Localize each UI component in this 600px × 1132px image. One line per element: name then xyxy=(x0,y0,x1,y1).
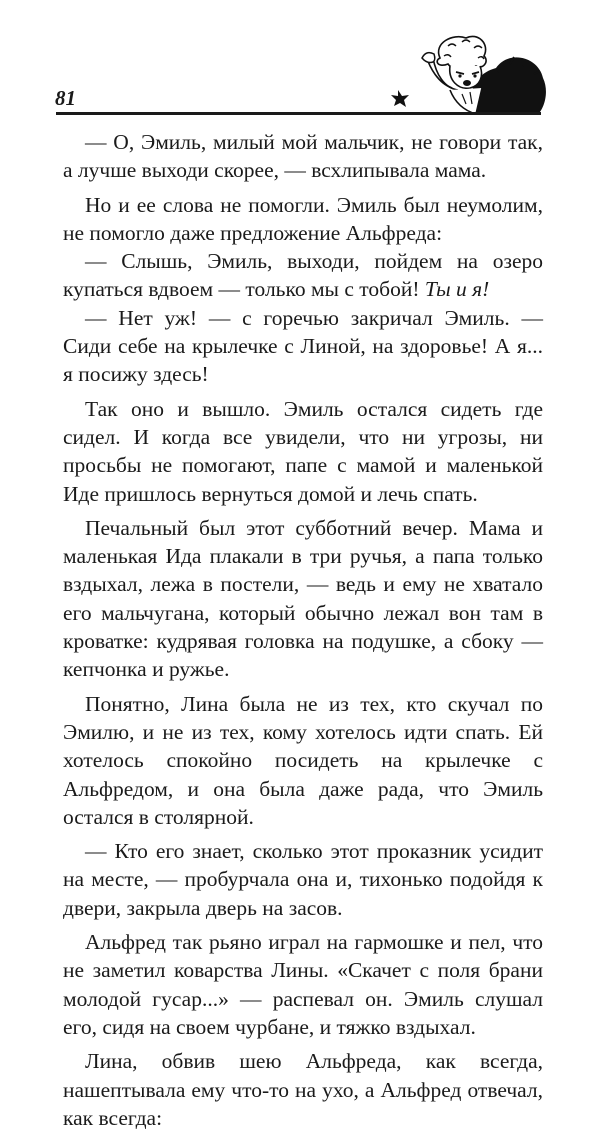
paragraph: Так оно и вышло. Эмиль остался сидеть где сидел. И когда все увидели, что ни угрозы, ни просьбы не помогают, папе с мамой и маленькой Иде пришлось вернуться домой и лечь спать. xyxy=(63,396,543,506)
emphasized-text: Ты и я! xyxy=(424,277,490,302)
body-text xyxy=(63,128,543,1132)
paragraph: Но и ее слова не помогли. Эмиль был неумолим, не помогло даже предложение Альфреда: xyxy=(63,192,543,245)
header-rule xyxy=(56,112,541,115)
paragraph: — О, Эмиль, милый мой мальчик, не говори так, а лучше выходи скорее, — всхлипывала мама. xyxy=(63,130,543,183)
paragraph: Лина, обвив шею Альфреда, как всегда, нашептывала ему что-то на ухо, а Альфред отвечал, как всегда: xyxy=(63,1049,543,1130)
paragraph: — Кто его знает, сколько этот проказник усидит на месте, — пробурчала она и, тихонько подойдя к двери, закрыла дверь на засов. xyxy=(63,839,543,920)
paragraph: Печальный был этот субботний вечер. Мама и маленькая Ида плакали в три ручья, а папа только вздыхал, лежа в постели, — ведь и ему не хватало его мальчугана, который обычно лежал вон там в кроватке: кудрявая головка на подушке, а сбоку — кепчонка и ружье. xyxy=(63,515,543,682)
paragraph: — Слышь, Эмиль, выходи, пойдем на озеро купаться вдвоем — только мы с тобой! Ты и я! xyxy=(63,249,543,302)
page-number: 81 xyxy=(55,86,76,110)
boy-illustration xyxy=(378,28,548,118)
paragraph: Понятно, Лина была не из тех, кто скучал по Эмилю, и не из тех, кому хотелось идти спать. Ей хотелось спокойно посидеть на крылечке с Альфредом, и она была даже рада, что Эмиль остался в столярной. xyxy=(63,691,543,829)
paragraph: — Нет уж! — с горечью закричал Эмиль. — Сиди себе на крылечке с Линой, на здоровье! А я... я посижу здесь! xyxy=(63,305,543,387)
paragraph: Альфред так рьяно играл на гармошке и пел, что не заметил коварства Лины. «Скачет с поля брани молодой гусар...» — распевал он. Эмиль слушал его, сидя на своем чурбане, и тяжко вздыхал. xyxy=(63,930,543,1039)
